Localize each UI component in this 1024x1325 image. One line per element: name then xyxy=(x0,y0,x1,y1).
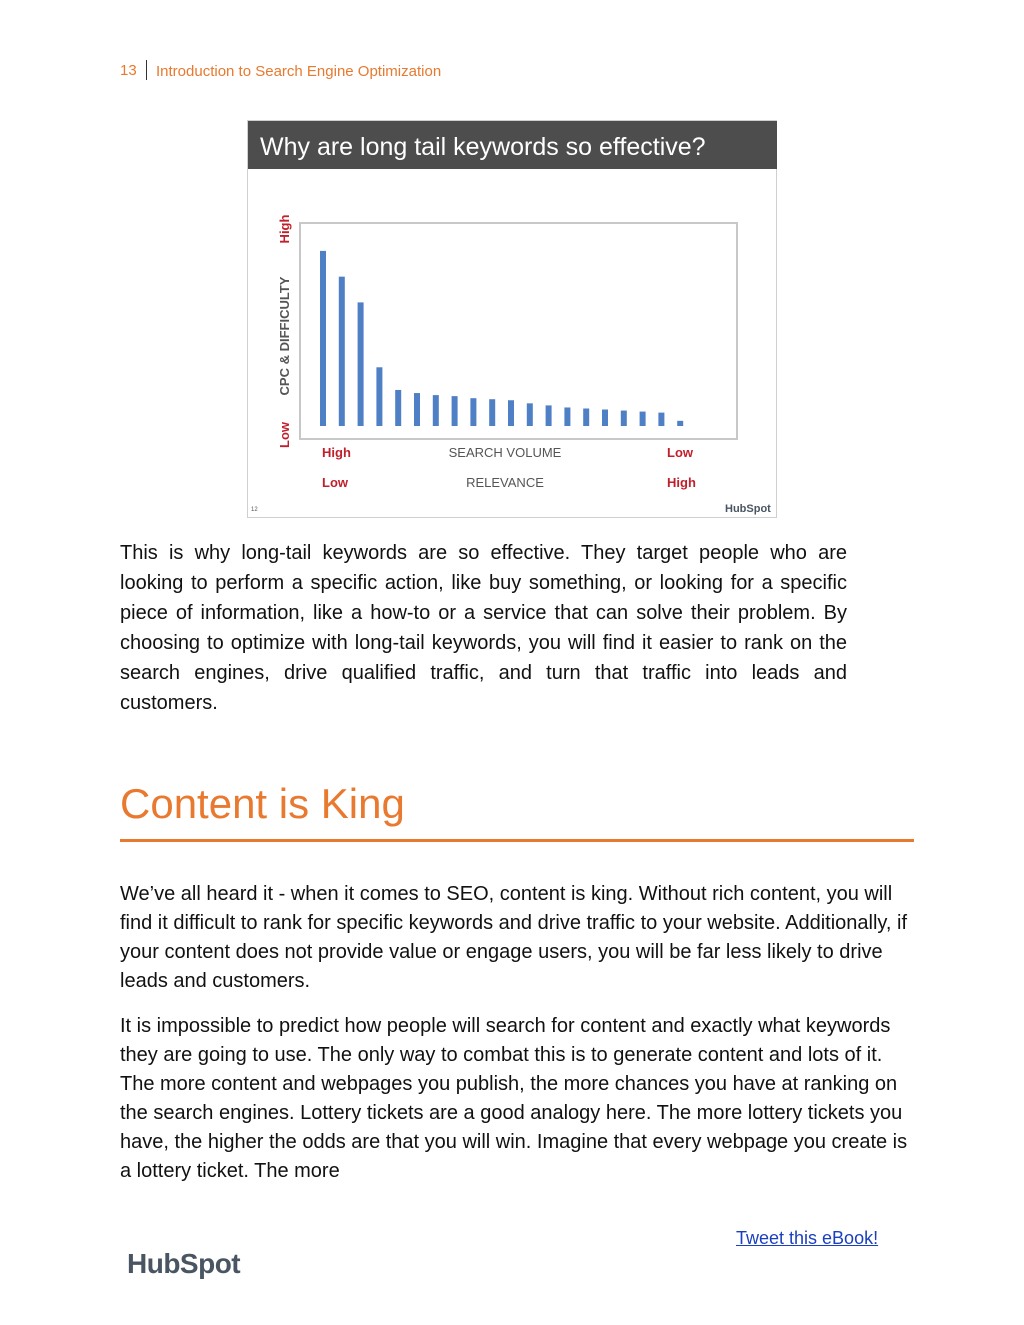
chart-bar xyxy=(376,367,382,426)
long-tail-chart-figure xyxy=(247,120,777,518)
y-axis-low-label: Low xyxy=(277,422,292,448)
hubspot-logo-text: HubSpot xyxy=(127,1248,241,1279)
chart-bar xyxy=(452,396,458,426)
chart-bar xyxy=(527,403,533,426)
paragraph-long-tail: This is why long-tail keywords are so effective. They target people who are looking to perform a specific action, like buy something, or looking for a specific piece of information, like a how-to or a service that can solve their problem. By choosing to optimize with long-tail keywords, you will find it easier to rank on the search engines, drive qualified traffic, and turn that traffic into leads and customers. xyxy=(120,542,847,714)
x-axis-left-label: Low xyxy=(322,475,348,490)
chart-bar xyxy=(640,412,646,426)
chart-bar xyxy=(546,405,552,426)
chart-bar xyxy=(658,413,664,426)
chart-bar xyxy=(602,410,608,426)
x-axis-center-label: SEARCH VOLUME xyxy=(448,445,562,460)
chart-bar xyxy=(508,400,514,426)
hubspot-logo xyxy=(127,1240,247,1290)
x-axis-right-label: High xyxy=(667,475,696,490)
chart-bar xyxy=(395,390,401,426)
chart-bar xyxy=(358,302,364,426)
paragraph-content-king: We’ve all heard it - when it comes to SEO, content is king. Without rich content, you will find it difficult to rank for specific keywords and drive traffic to your website. Additionally, if your content does not provide value or engage users, you will be far less likely to drive leads and customers. xyxy=(120,883,908,992)
x-axis-center-label: RELEVANCE xyxy=(466,475,544,490)
chart-bar xyxy=(470,398,476,426)
figure-title-bar xyxy=(248,121,777,169)
chart-bar xyxy=(677,421,683,426)
long-tail-chart xyxy=(248,121,777,518)
x-axis-left-label: High xyxy=(322,445,351,460)
chart-bar xyxy=(339,277,345,426)
figure-title: Why are long tail keywords so effective? xyxy=(260,133,706,161)
y-axis-high-label: High xyxy=(277,214,292,244)
header-title: Introduction to Search Engine Optimization xyxy=(156,63,442,80)
chart-bar xyxy=(564,407,570,426)
header-divider xyxy=(146,60,147,80)
chart-bar xyxy=(414,393,420,426)
figure-hubspot-logo: HubSpot xyxy=(725,503,771,515)
plot-frame xyxy=(300,223,737,439)
figure-corner-mark: 12 xyxy=(251,507,258,513)
chart-bar xyxy=(489,399,495,426)
x-axis-right-label: Low xyxy=(667,445,693,460)
chart-bar xyxy=(433,395,439,426)
chart-bar xyxy=(320,251,326,426)
page-number: 13 xyxy=(120,62,137,79)
paragraph-lottery: It is impossible to predict how people will search for content and exactly what keywords they are going to use. The only way to combat this is to generate content and lots of it. The more content and webpages you publish, the more chances you have at ranking on the search engines. Lottery tickets are a good analogy here. The more lottery tickets you have, the higher the odds are that you will win. Imagine that every webpage you create is a lottery ticket. The more xyxy=(120,1015,908,1182)
section-divider xyxy=(120,839,914,842)
section-title: Content is King xyxy=(120,780,405,827)
chart-bar xyxy=(621,411,627,426)
y-axis-title: CPC & DIFFICULTY xyxy=(277,276,292,396)
tweet-ebook-link[interactable]: Tweet this eBook! xyxy=(736,1228,879,1248)
chart-bar xyxy=(583,408,589,426)
